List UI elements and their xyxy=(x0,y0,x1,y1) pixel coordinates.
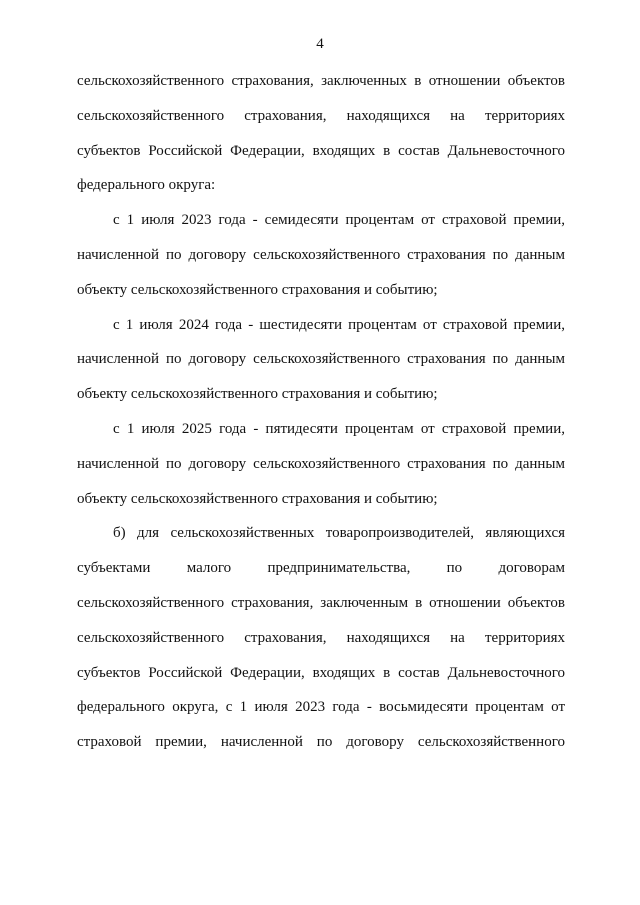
text-line: начисленной по договору сельскохозяйственного страхования по данным xyxy=(77,246,565,263)
text-line: субъектов Российской Федерации, входящих в состав Дальневосточного xyxy=(77,664,565,681)
text-line: объекту сельскохозяйственного страхования и событию; xyxy=(77,490,438,507)
text-line: начисленной по договору сельскохозяйственного страхования по данным xyxy=(77,351,565,368)
text-line: сельскохозяйственного страхования, находящихся на территориях xyxy=(77,107,565,124)
text-line: сельскохозяйственного страхования, находящихся на территориях xyxy=(77,629,565,646)
text-line: с 1 июля 2025 года - пятидесяти процентам от страховой премии, xyxy=(113,420,565,437)
page-number: 4 xyxy=(316,36,324,52)
text-line: федерального округа: xyxy=(77,177,216,194)
text-line: субъектами малого предпринимательства, по договорам xyxy=(77,560,565,577)
text-line: федерального округа, с 1 июля 2023 года - восьмидесяти процентам от xyxy=(77,699,565,716)
text-line: объекту сельскохозяйственного страхования и событию; xyxy=(77,386,438,403)
text-line: сельскохозяйственного страхования, заключенных в отношении объектов xyxy=(77,73,565,89)
text-line: сельскохозяйственного страхования, заключенным в отношении объектов xyxy=(77,594,565,611)
text-line: объекту сельскохозяйственного страхования и событию; xyxy=(77,281,438,298)
text-line: начисленной по договору сельскохозяйственного страхования по данным xyxy=(77,455,565,472)
document-body xyxy=(77,64,565,760)
text-line: б) для сельскохозяйственных товаропроизводителей, являющихся xyxy=(113,525,565,542)
text-line: субъектов Российской Федерации, входящих в состав Дальневосточного xyxy=(77,142,565,159)
text-line: страховой премии, начисленной по договору сельскохозяйственного xyxy=(77,734,565,751)
text-line: с 1 июля 2024 года - шестидесяти процентам от страховой премии, xyxy=(113,316,565,333)
text-line: с 1 июля 2023 года - семидесяти процентам от страховой премии, xyxy=(113,212,565,229)
